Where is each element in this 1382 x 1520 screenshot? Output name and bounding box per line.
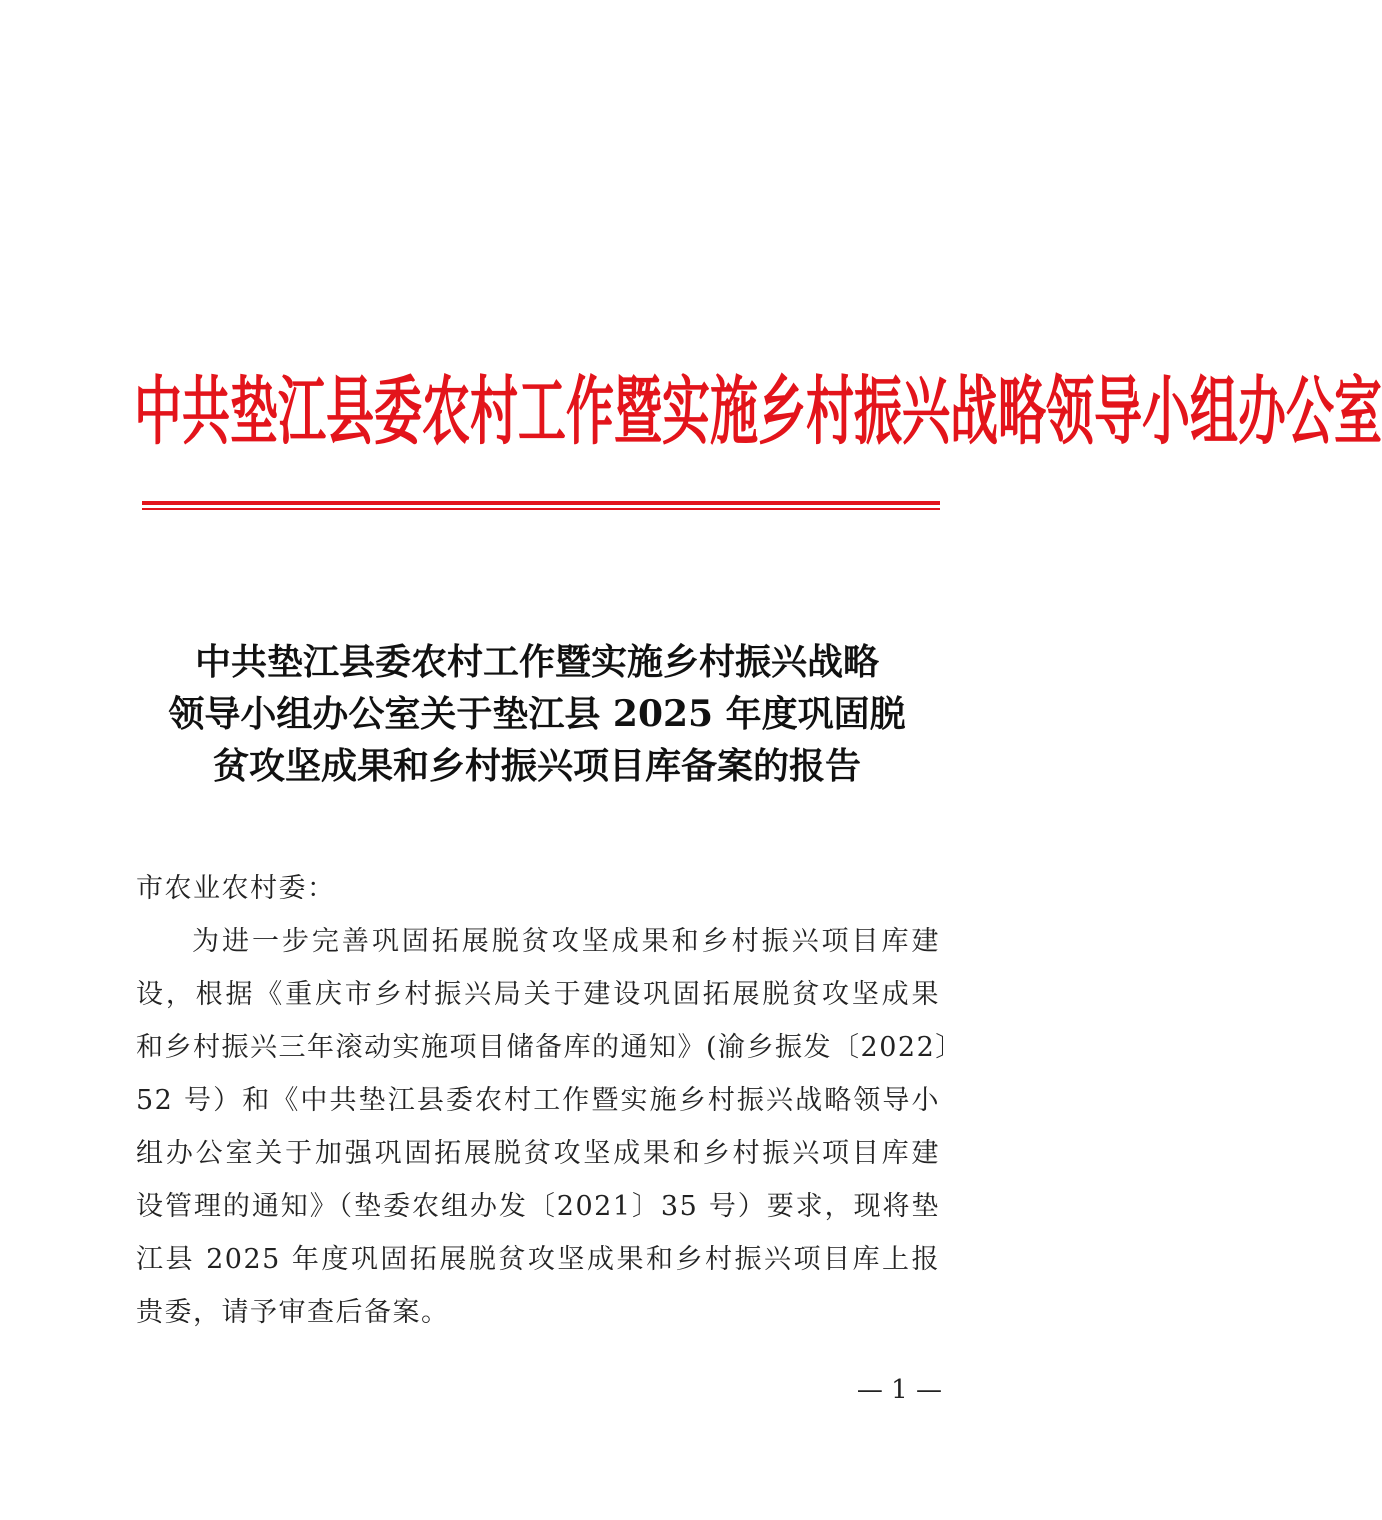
salutation: 市农业农村委： (136, 873, 336, 904)
paragraph-line: 为进一步完善巩固拓展脱贫攻坚成果和乡村振兴项目库建 (192, 926, 940, 957)
paragraph-line: 设管理的通知》（垫委农组办发〔2021〕35 号）要求，现将垫 (136, 1191, 940, 1222)
red-separator-thin (142, 508, 940, 510)
paragraph-line: 设，根据《重庆市乡村振兴局关于建设巩固拓展脱贫攻坚成果 (136, 979, 940, 1010)
paragraph-line: 贵委，请予审查后备案。 (136, 1297, 450, 1328)
paragraph-line: 组办公室关于加强巩固拓展脱贫攻坚成果和乡村振兴项目库建 (136, 1138, 940, 1169)
document-title (120, 636, 954, 792)
body-paragraph (136, 915, 964, 1339)
paragraph-line: 和乡村振兴三年滚动实施项目储备库的通知》(渝乡振发〔2022〕 (136, 1032, 964, 1063)
red-separator-thick (142, 501, 940, 505)
paragraph-line: 52 号）和《中共垫江县委农村工作暨实施乡村振兴战略领导小 (136, 1085, 940, 1116)
paragraph-line: 江县 2025 年度巩固拓展脱贫攻坚成果和乡村振兴项目库上报 (136, 1244, 940, 1275)
title-line-3: 贫攻坚成果和乡村振兴项目库备案的报告 (212, 745, 861, 787)
title-line-1: 中共垫江县委农村工作暨实施乡村振兴战略 (194, 641, 879, 683)
title-line-2: 领导小组办公室关于垫江县 2025 年度巩固脱 (168, 693, 906, 735)
issuer-red-header: 中共垫江县委农村工作暨实施乡村振兴战略领导小组办公室 (134, 368, 1382, 456)
page-number: — 1 — (856, 1375, 942, 1405)
